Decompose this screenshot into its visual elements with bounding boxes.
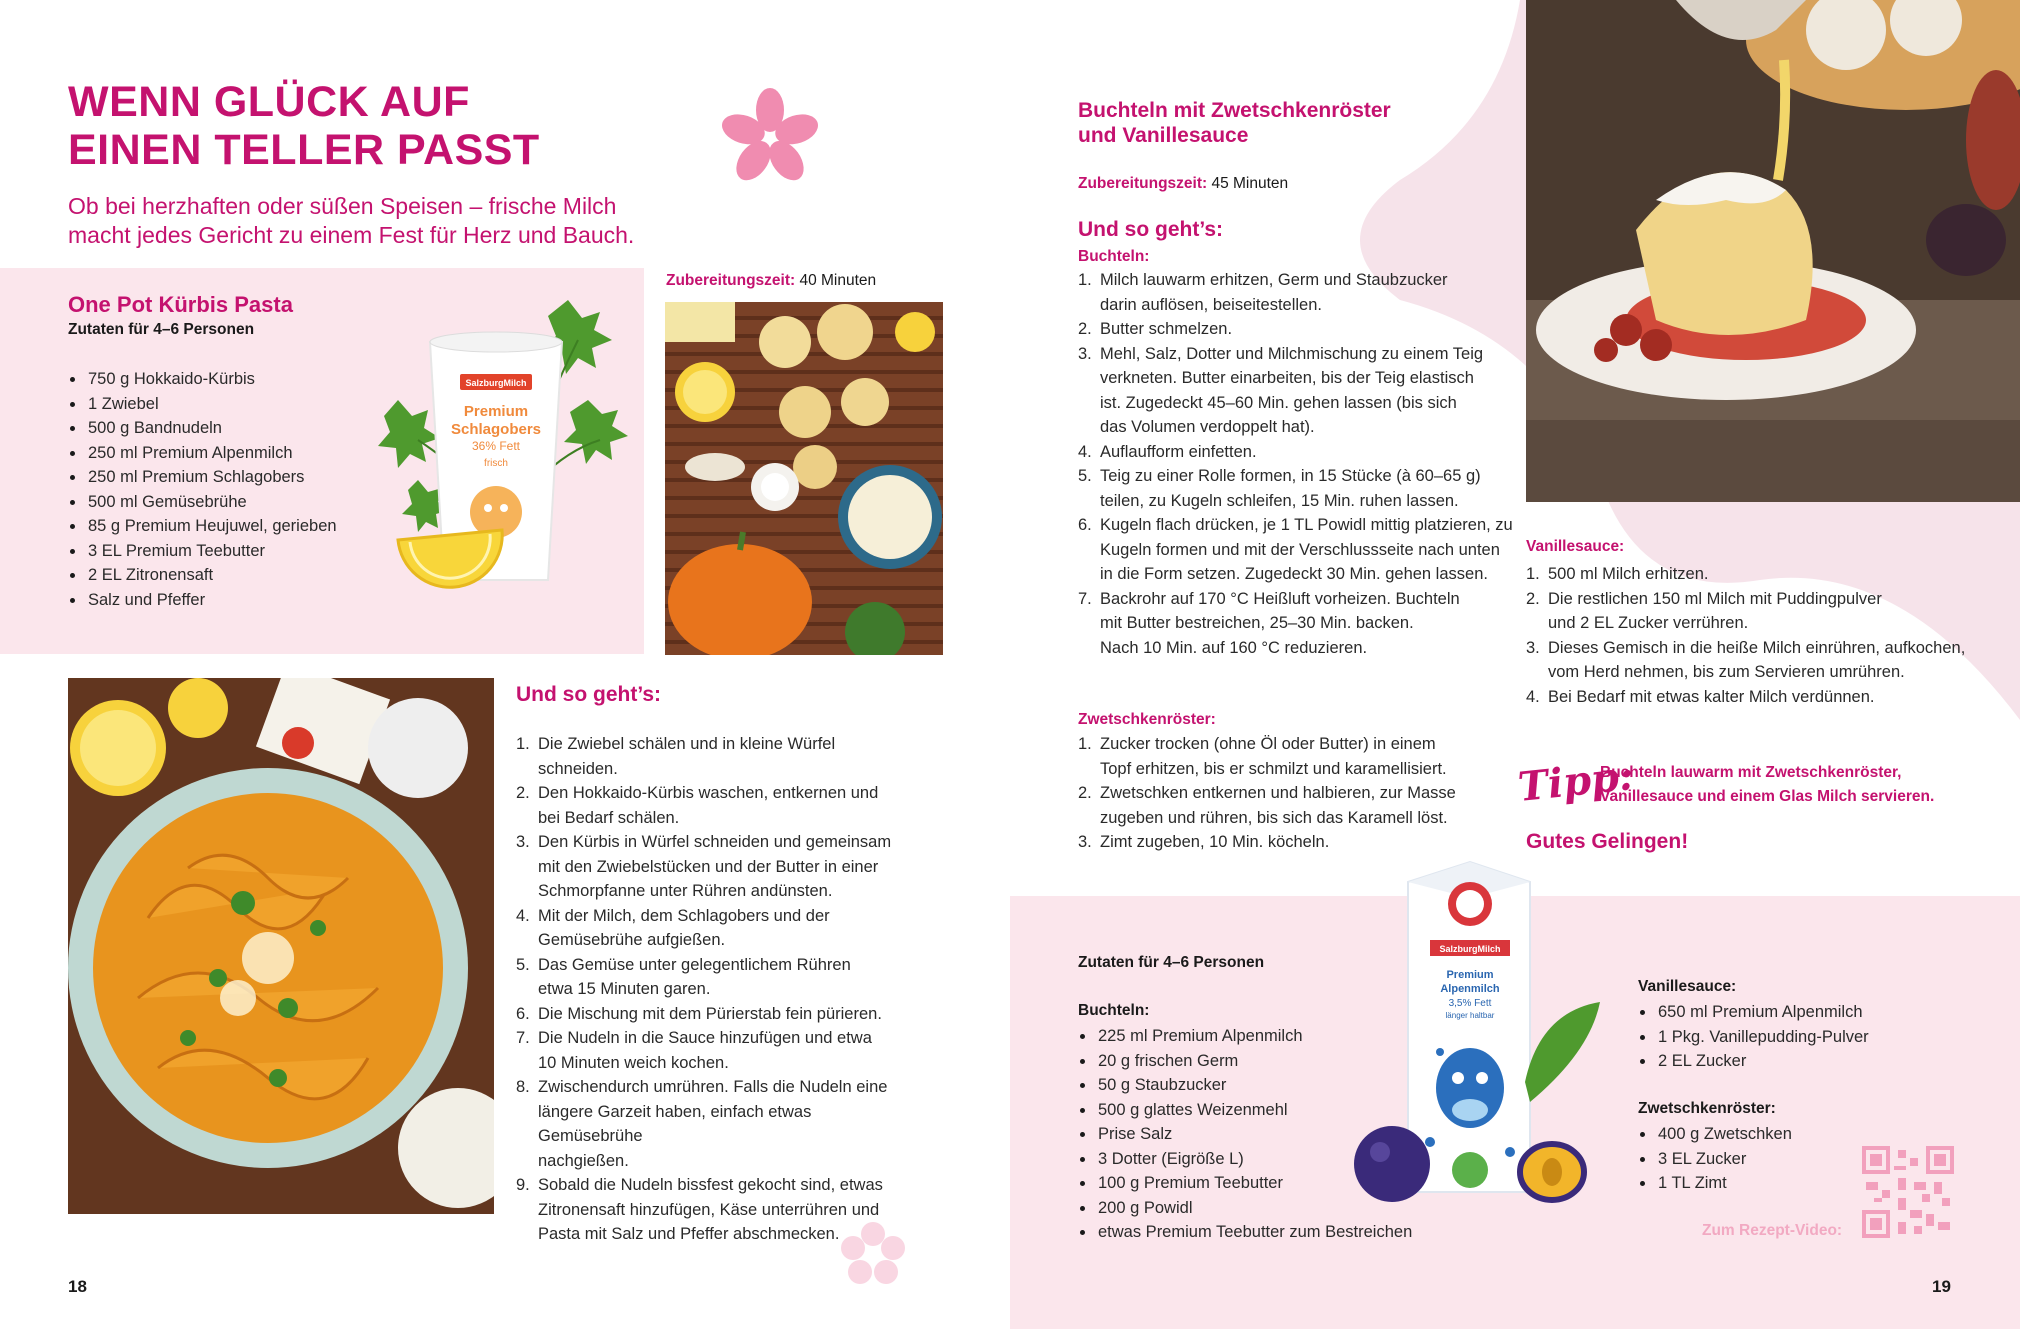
step-line: Bei Bedarf mit etwas kalter Milch verdünnen. [1548, 687, 1875, 706]
ing-roester-list [1636, 1122, 1836, 1196]
step-line: vom Herd nehmen, bis zum Servieren umrühren. [1548, 663, 1905, 681]
vanille-steps-title: Vanillesauce: [1526, 538, 1625, 555]
headline [68, 78, 540, 174]
step-line: Gemüsebrühe aufgießen. [538, 931, 726, 949]
list-item [516, 904, 916, 953]
buchteln-steps-list [1078, 268, 1518, 660]
vanille-steps-list [1526, 562, 1986, 709]
list-item: 50 g Staubzucker [1076, 1073, 1436, 1098]
step-number: 1. [1078, 271, 1092, 289]
step-line: Auflaufform einfetten. [1100, 442, 1257, 461]
page-number: 18 [68, 1277, 87, 1296]
step-line: darin auflösen, beiseitestellen. [1100, 295, 1322, 314]
ing-buchteln-title: Buchteln: [1078, 1002, 1150, 1019]
headline-line-2: EINEN TELLER PASST [68, 126, 540, 174]
list-item: 20 g frischen Germ [1076, 1049, 1436, 1074]
step-line: Kugeln flach drücken, je 1 TL Powidl mittig platzieren, zu [1100, 516, 1513, 534]
list-item: 3 EL Zucker [1636, 1147, 1836, 1172]
intro-line-2: macht jedes Gericht zu einem Fest für Herz und Bauch. [68, 222, 635, 248]
step-line: 10 Minuten weich kochen. [538, 1053, 729, 1072]
recipe-title: One Pot Kürbis Pasta [68, 292, 293, 317]
ing-vanille-title: Vanillesauce: [1638, 978, 1737, 995]
step-line: Die Zwiebel schälen und in kleine Würfel schneiden. [538, 735, 836, 778]
step-line: Die Nudeln in die Sauce hinzufügen und etwa [538, 1029, 872, 1047]
list-item [1078, 317, 1518, 342]
step-number: 7. [1078, 589, 1092, 608]
prep-time-value: 40 Minuten [795, 272, 877, 289]
step-line: Backrohr auf 170 °C Heißluft vorheizen. Buchteln [1100, 589, 1460, 608]
list-item [1078, 513, 1518, 587]
svg-text:Schlagobers: Schlagobers [450, 421, 542, 438]
list-item [1078, 464, 1518, 513]
svg-text:Alpenmilch: Alpenmilch [1440, 983, 1500, 995]
step-number: 1. [516, 735, 530, 753]
list-item [1526, 636, 1986, 685]
tip-label: Tipp: [1515, 752, 1636, 811]
step-line: Pasta mit Salz und Pfeffer abschmecken. [538, 1225, 840, 1243]
step-line: Die Mischung mit dem Pürierstab fein pürieren. [538, 1004, 882, 1023]
list-item: 250 ml Premium Alpenmilch [66, 441, 366, 466]
schlagobers-product-image [378, 280, 638, 620]
qr-code-icon[interactable] [1862, 1146, 1954, 1238]
list-item [516, 1026, 916, 1075]
roester-steps-list [1078, 732, 1508, 855]
step-line: Den Hokkaido-Kürbis waschen, entkernen und [538, 784, 879, 802]
list-item: 750 g Hokkaido-Kürbis [66, 367, 366, 392]
step-line: mit Butter bestreichen, 25–30 Min. backen. [1100, 614, 1414, 632]
step-line: verkneten. Butter einarbeiten, bis der Teig elastisch [1100, 369, 1474, 387]
tip-line-1: Buchteln lauwarm mit Zwetschkenröster, [1600, 764, 1902, 781]
tip-text [1600, 761, 1934, 809]
list-item: 85 g Premium Heujuwel, gerieben [66, 514, 366, 539]
list-item [1078, 781, 1508, 830]
ingredient-list [66, 367, 366, 612]
list-item: 650 ml Premium Alpenmilch [1636, 1000, 1916, 1025]
list-item [1078, 440, 1518, 465]
step-line: und 2 EL Zucker verrühren. [1548, 614, 1749, 632]
list-item [1078, 268, 1518, 317]
ingredients-photo [665, 302, 943, 655]
step-line: teilen, zu Kugeln schleifen, 15 Min. ruhen lassen. [1100, 491, 1459, 510]
step-line: Teig zu einer Rolle formen, in 15 Stücke (à 60–65 g) [1100, 467, 1481, 485]
list-item: 2 EL Zucker [1636, 1049, 1916, 1074]
svg-text:3,5% Fett: 3,5% Fett [1448, 998, 1492, 1009]
list-item: 200 g Powidl [1076, 1196, 1436, 1221]
steps-title: Und so geht’s: [1078, 218, 1224, 241]
step-line: Zwetschken entkernen und halbieren, zur Masse [1100, 784, 1456, 802]
cup-brand: SalzburgMilch [465, 378, 527, 388]
step-line: in die Form setzen. Zugedeckt 30 Min. gehen lassen. [1100, 565, 1488, 583]
step-line: Nach 10 Min. auf 160 °C reduzieren. [1100, 638, 1368, 657]
step-number: 2. [1526, 589, 1540, 608]
list-item: 225 ml Premium Alpenmilch [1076, 1024, 1436, 1049]
buchteln-photo [1526, 0, 2020, 502]
svg-text:Premium: Premium [1446, 969, 1494, 981]
step-number: 2. [1078, 320, 1092, 338]
roester-steps-title: Zwetschkenröster: [1078, 711, 1216, 728]
step-line: Sobald die Nudeln bissfest gekocht sind, etwas [538, 1176, 883, 1194]
servings-label: Zutaten für 4–6 Personen [68, 321, 255, 338]
pasta-photo [68, 678, 494, 1214]
svg-text:frisch: frisch [484, 458, 508, 469]
list-item [516, 732, 916, 781]
step-line: Zucker trocken (ohne Öl oder Butter) in einem [1100, 735, 1436, 753]
step-number: 3. [1078, 833, 1092, 851]
ing-vanille-list [1636, 1000, 1916, 1074]
list-item: 400 g Zwetschken [1636, 1122, 1836, 1147]
step-number: 1. [1078, 735, 1092, 753]
list-item [516, 953, 916, 1002]
step-line: Den Kürbis in Würfel schneiden und gemeinsam [538, 833, 892, 851]
step-line: Das Gemüse unter gelegentlichem Rühren [538, 955, 851, 974]
step-line: längere Garzeit haben, einfach etwas Gemüsebrühe [538, 1102, 812, 1145]
buchteln-steps-title: Buchteln: [1078, 248, 1150, 265]
headline-line-1: WENN GLÜCK AUF [68, 78, 470, 126]
step-line: zugeben und rühren, bis sich das Karamell löst. [1100, 808, 1448, 827]
list-item [1078, 342, 1518, 440]
flower-decoration-icon [838, 1220, 908, 1290]
list-item [1526, 685, 1986, 710]
step-line: Zimt zugeben, 10 Min. köcheln. [1100, 833, 1330, 851]
step-line: Kugeln formen und mit der Verschlussseite nach unten [1100, 540, 1500, 559]
list-item: 500 ml Gemüsebrühe [66, 490, 366, 515]
list-item [1078, 732, 1508, 781]
list-item [516, 1075, 916, 1173]
svg-text:SalzburgMilch: SalzburgMilch [1439, 944, 1501, 954]
recipe-title-line-1: Buchteln mit Zwetschkenröster [1078, 99, 1391, 122]
list-item: 500 g Bandnudeln [66, 416, 366, 441]
recipe-title-line-2: und Vanillesauce [1078, 124, 1249, 147]
prep-time [666, 272, 876, 290]
step-line: Schmorpfanne unter Rühren andünsten. [538, 882, 833, 900]
closing-text: Gutes Gelingen! [1526, 830, 1689, 853]
intro-text [68, 192, 634, 250]
flower-icon [720, 88, 820, 188]
step-number: 3. [516, 833, 530, 851]
list-item: 100 g Premium Teebutter [1076, 1171, 1436, 1196]
list-item [1078, 830, 1508, 855]
step-number: 2. [516, 784, 530, 802]
tip-line-2: Vanillesauce und einem Glas Milch servieren. [1600, 788, 1935, 805]
list-item: etwas Premium Teebutter zum Bestreichen [1076, 1220, 1436, 1245]
list-item: Salz und Pfeffer [66, 588, 366, 613]
step-number: 4. [1526, 687, 1540, 706]
step-number: 3. [1078, 344, 1092, 363]
svg-text:Premium: Premium [463, 403, 529, 420]
prep-time-label: Zubereitungszeit: [1078, 175, 1208, 192]
steps-list [516, 732, 916, 1247]
list-item [1078, 587, 1518, 661]
step-number: 8. [516, 1078, 530, 1096]
step-line: Die restlichen 150 ml Milch mit Puddingpulver [1548, 589, 1882, 608]
recipe-title [1078, 98, 1391, 148]
step-line: Mehl, Salz, Dotter und Milchmischung zu einem Teig [1100, 344, 1484, 363]
right-page [1010, 0, 2020, 1329]
step-line: ist. Zugedeckt 45–60 Min. gehen lassen (bis sich [1100, 393, 1457, 412]
list-item: Prise Salz [1076, 1122, 1436, 1147]
step-line: Topf erhitzen, bis er schmilzt und karamellisiert. [1100, 759, 1447, 778]
step-line: nachgießen. [538, 1151, 629, 1170]
step-number: 1. [1526, 565, 1540, 583]
ing-roester-title: Zwetschkenröster: [1638, 1100, 1776, 1117]
prep-time [1078, 175, 1288, 193]
step-number: 3. [1526, 638, 1540, 657]
step-line: etwa 15 Minuten garen. [538, 980, 711, 998]
intro-line-1: Ob bei herzhaften oder süßen Speisen – frische Milch [68, 193, 617, 219]
step-number: 5. [516, 955, 530, 974]
svg-text:länger haltbar: länger haltbar [1445, 1011, 1495, 1020]
step-number: 6. [516, 1004, 530, 1023]
step-line: Dieses Gemisch in die heiße Milch einrühren, aufkochen, [1548, 638, 1966, 657]
step-line: Milch lauwarm erhitzen, Germ und Staubzucker [1100, 271, 1448, 289]
prep-time-value: 45 Minuten [1207, 175, 1289, 192]
list-item: 1 Zwiebel [66, 392, 366, 417]
step-number: 2. [1078, 784, 1092, 802]
list-item: 250 ml Premium Schlagobers [66, 465, 366, 490]
step-line: mit den Zwiebelstücken und der Butter in einer [538, 857, 879, 876]
list-item [1526, 562, 1986, 587]
step-line: 500 ml Milch erhitzen. [1548, 565, 1709, 583]
list-item: 3 EL Premium Teebutter [66, 539, 366, 564]
list-item: 3 Dotter (Eigröße L) [1076, 1147, 1436, 1172]
list-item [1526, 587, 1986, 636]
prep-time-label: Zubereitungszeit: [666, 272, 796, 289]
list-item: 2 EL Zitronensaft [66, 563, 366, 588]
video-label: Zum Rezept-Video: [1702, 1222, 1843, 1239]
step-line: das Volumen verdoppelt hat). [1100, 418, 1315, 436]
step-number: 7. [516, 1029, 530, 1047]
step-line: Zitronensaft hinzufügen, Käse unterrühren und [538, 1200, 880, 1219]
list-item: 500 g glattes Weizenmehl [1076, 1098, 1436, 1123]
steps-title: Und so geht’s: [516, 683, 662, 706]
list-item [516, 1002, 916, 1027]
list-item [516, 781, 916, 830]
step-number: 9. [516, 1176, 530, 1194]
list-item: 1 Pkg. Vanillepudding-Pulver [1636, 1025, 1916, 1050]
step-line: bei Bedarf schälen. [538, 808, 680, 827]
step-number: 4. [516, 906, 530, 925]
list-item [516, 830, 916, 904]
servings-label: Zutaten für 4–6 Personen [1078, 954, 1265, 971]
step-number: 4. [1078, 442, 1092, 461]
page-number: 19 [1932, 1277, 1951, 1296]
list-item: 1 TL Zimt [1636, 1171, 1836, 1196]
step-line: Mit der Milch, dem Schlagobers und der [538, 906, 830, 925]
step-number: 6. [1078, 516, 1092, 534]
ing-buchteln-list [1076, 1024, 1436, 1245]
step-line: Zwischendurch umrühren. Falls die Nudeln eine [538, 1078, 888, 1096]
step-line: Butter schmelzen. [1100, 320, 1233, 338]
svg-text:36% Fett: 36% Fett [471, 439, 521, 453]
step-number: 5. [1078, 467, 1092, 485]
